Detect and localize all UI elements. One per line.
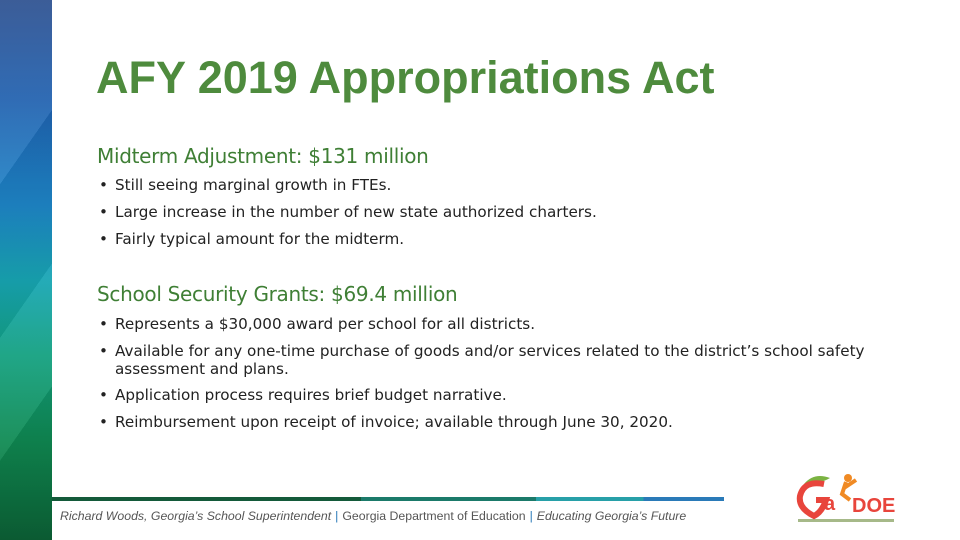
bullet: • Large increase in the number of new state authorized charters. [97,203,877,221]
bullet: • Represents a $30,000 award per school for all districts. [97,315,877,333]
security-bullets [97,315,877,440]
midterm-bullets [97,176,877,257]
footer [60,509,686,523]
bullet: • Fairly typical amount for the midterm. [97,230,877,248]
section-heading-midterm: Midterm Adjustment: $131 million [97,144,429,168]
bullet: • Available for any one-time purchase of goods and/or services related to the district’s school safety assessment and plans. [97,342,877,378]
footer-divider [52,497,724,501]
footer-tagline: Educating Georgia’s Future [536,509,687,523]
bullet: • Reimbursement upon receipt of invoice; available through June 30, 2020. [97,413,877,431]
section-heading-security: School Security Grants: $69.4 million [97,282,458,306]
decorative-side-stripe [0,0,52,540]
svg-text:DOE: DOE [852,495,896,517]
svg-text:a: a [824,493,836,515]
footer-superintendent: Richard Woods, Georgia’s School Superintendent [60,509,332,523]
bullet: • Still seeing marginal growth in FTEs. [97,176,877,194]
gadoe-logo [794,470,898,526]
slide-title: AFY 2019 Appropriations Act [96,52,715,103]
footer-separator: | [335,509,339,523]
footer-separator: | [529,509,533,523]
bullet: • Application process requires brief budget narrative. [97,386,877,404]
footer-department: Georgia Department of Education [342,509,526,523]
